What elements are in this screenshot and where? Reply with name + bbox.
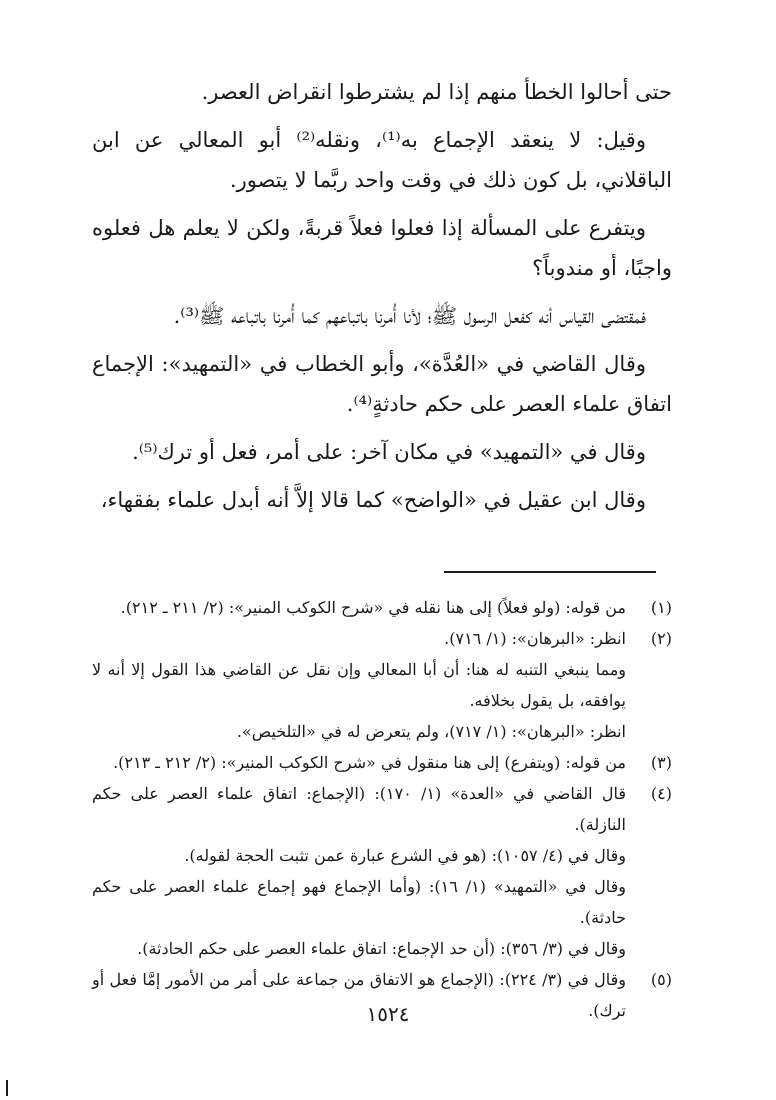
footnote-number: (٤): [650, 784, 672, 803]
footnote-4: [92, 778, 672, 840]
footnote-text: انظر: «البرهان»: (١/ ٧١٧)، ولم يتعرض له في «التلخيص».: [236, 722, 626, 741]
footnote-2: [92, 623, 672, 654]
footnote-text: وقال في (٣/ ٣٥٦): (أن حد الإجماع: اتفاق علماء العصر على حكم الحادثة).: [137, 939, 626, 958]
footnote-number: (١): [650, 598, 672, 617]
footnote-text: وقال في (٤/ ١٠٥٧): (هو في الشرع عبارة عمن تثبت الحجة لقوله).: [184, 846, 626, 865]
paragraph: وقال في «التمهيد» في مكان آخر: على أمر، فعل أو ترك⁽⁵⁾.: [132, 440, 646, 464]
footnote-text: من قوله: (ويتفرع) إلى هنا منقول في «شرح الكوكب المنير»: (٢/ ٢١٢ ـ ٢١٣).: [113, 753, 626, 772]
scan-edge-mark: [6, 1080, 8, 1096]
footnote-text: قال القاضي في «العدة» (١/ ١٧٠): (الإجماع: اتفاق علماء العصر على حكم النازلة).: [92, 784, 627, 834]
footnote-text: وقال في «التمهيد» (١/ ١٦): (وأما الإجماع فهو إجماع علماء العصر على حكم حادثة).: [92, 877, 627, 927]
paragraph: وقال القاضي في «العُدَّة»، وأبو الخطاب في «التمهيد»: الإجماع اتفاق علماء العصر على حكم حادثةٍ⁽⁴⁾.: [92, 352, 672, 416]
footnote-text: ومما ينبغي التنبه له هنا: أن أبا المعالي وإن نقل عن القاضي هذا القول إلا أنه لا يوافقه، بل يقول بخلافه.: [92, 660, 626, 710]
paragraph: وقال ابن عقيل في «الواضح» كما قالا إلاَّ أنه أبدل علماء بفقهاء،: [100, 488, 646, 512]
paragraph: فمقتضى القياس أنه كفعل الرسول ﷺ؛ لأنا أُمرنا باتباعهم كما أُمرنا باتباعه ﷺ⁽³⁾.: [173, 304, 646, 328]
footnote-number: (٥): [650, 970, 672, 989]
footnote-text: انظر: «البرهان»: (١/ ٧١٦).: [444, 629, 626, 648]
footnote-number: (٢): [650, 629, 672, 648]
paragraph: ويتفرع على المسألة إذا فعلوا فعلاً قربةً، ولكن لا يعلم هل فعلوه واجبًا، أو مندوباً؟: [92, 216, 672, 280]
page-number: ١٥٢٤: [366, 1002, 410, 1026]
paragraph: وقيل: لا ينعقد الإجماع به⁽¹⁾، ونقله⁽²⁾ أبو المعالي عن ابن الباقلاني، بل كون ذلك في وقت واحد ربَّما لا يتصور.: [92, 128, 672, 192]
footnote-3: [92, 747, 672, 778]
footnote-text: وقال في (٣/ ٢٢٤): (الإجماع هو الاتفاق من جماعة على أمر من الأمور إمَّا فعل أو ترك).: [92, 970, 626, 1020]
footnote-text: من قوله: (ولو فعلاً) إلى هنا نقله في «شرح الكوكب المنير»: (٢/ ٢١١ ـ ٢١٢).: [120, 598, 626, 617]
paragraph: حتى أحالوا الخطأ منهم إذا لم يشترطوا انقراض العصر.: [201, 80, 672, 104]
main-text: [92, 72, 672, 528]
footnote-separator: [444, 571, 656, 573]
footnotes: [92, 592, 672, 1026]
footnote-1: [92, 592, 672, 623]
footnote-number: (٣): [650, 753, 672, 772]
